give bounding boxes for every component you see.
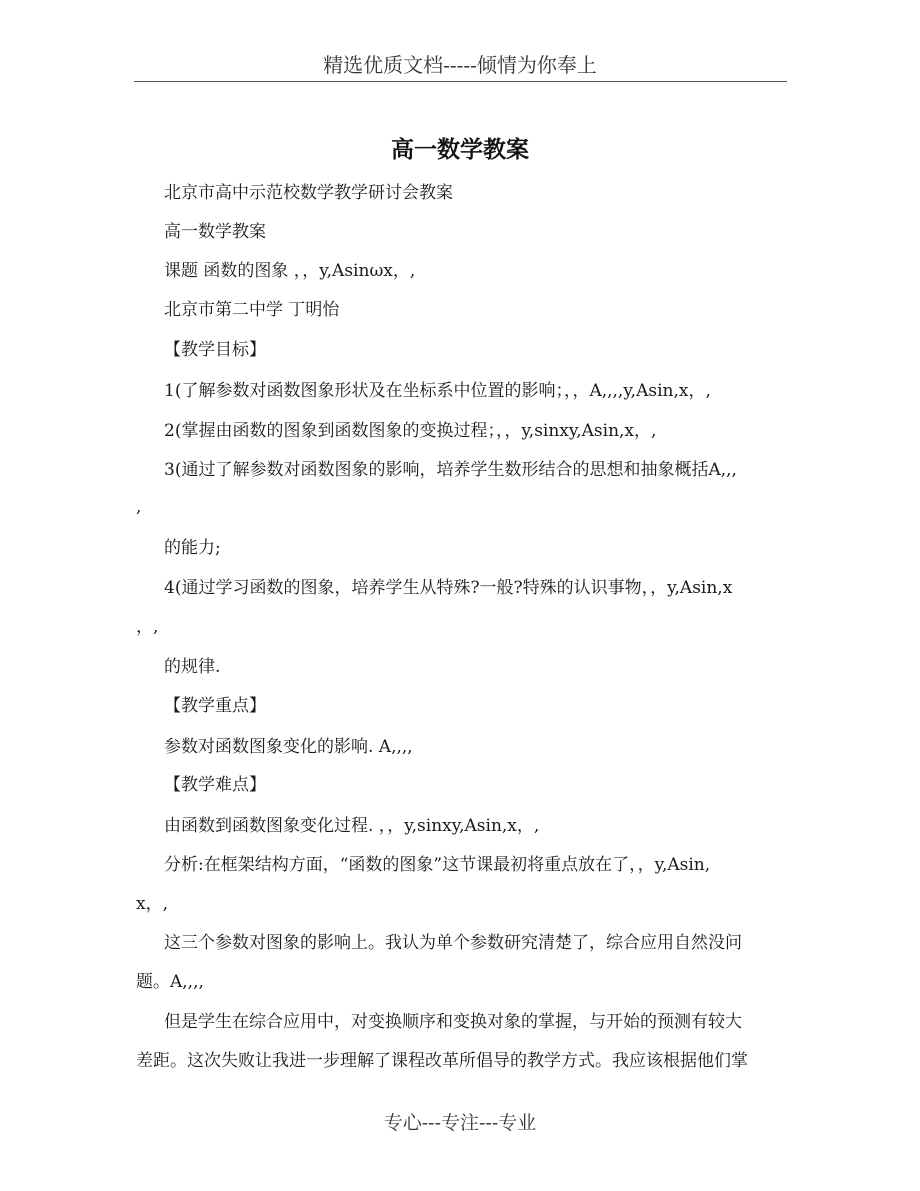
reflection-paragraph-line-2: 差距。这次失败让我进一步理解了课程改革所倡导的教学方式。我应该根据他们掌	[136, 1051, 748, 1071]
objective-item-2: 2(掌握由函数的图象到函数图象的变换过程；，，y,sinxy,Asin,x，,	[164, 421, 657, 441]
document-title: 高一数学教案	[391, 136, 529, 163]
key-points-text: 参数对函数图象变化的影响. A,,,,	[164, 737, 413, 757]
analysis-paragraph-line-4: 题。A,,,,	[136, 972, 204, 992]
objective-item-4: 4(通过学习函数的图象，培养学生从特殊?一般?特殊的认识事物，，y,Asin,x	[164, 578, 733, 598]
objective-item-4-overflow: ，,	[136, 617, 159, 637]
text-line-author: 北京市第二中学 丁明怡	[164, 300, 340, 320]
header-divider	[134, 81, 787, 82]
analysis-paragraph-line-2: x，,	[136, 894, 168, 914]
page-footer: 专心---专注---专业	[383, 1112, 537, 1134]
text-line-subtitle: 高一数学教案	[164, 222, 266, 242]
difficulties-text: 由函数到函数图象变化过程. ，，y,sinxy,Asin,x，,	[164, 816, 540, 836]
analysis-paragraph-line-1: 分析:在框架结构方面，“函数的图象”这节课最初将重点放在了，，y,Asin,	[164, 855, 711, 875]
objective-item-4-continued: 的规律.	[164, 657, 221, 677]
analysis-paragraph-line-3: 这三个参数对图象的影响上。我认为单个参数研究清楚了，综合应用自然没问	[164, 933, 742, 953]
text-line-lesson-topic: 课题 函数的图象 ，，y,Asinωx，,	[164, 261, 416, 281]
objective-item-3: 3(通过了解参数对函数图象的影响，培养学生数形结合的思想和抽象概括A,,,	[164, 460, 737, 480]
objective-item-3-overflow: ,	[136, 497, 142, 517]
reflection-paragraph-line-1: 但是学生在综合应用中，对变换顺序和变换对象的掌握，与开始的预测有较大	[164, 1012, 742, 1032]
objective-item-1: 1(了解参数对函数图象形状及在坐标系中位置的影响；，，A,,,,y,Asin,x，,	[164, 381, 711, 401]
section-heading-objectives: 【教学目标】	[164, 340, 266, 360]
section-heading-difficulties: 【教学难点】	[164, 775, 266, 795]
page-header: 精选优质文档-----倾情为你奉上	[323, 53, 597, 77]
section-heading-key-points: 【教学重点】	[164, 696, 266, 716]
objective-item-3-continued: 的能力;	[164, 538, 221, 558]
text-line-school-seminar: 北京市高中示范校数学教学研讨会教案	[164, 183, 453, 203]
